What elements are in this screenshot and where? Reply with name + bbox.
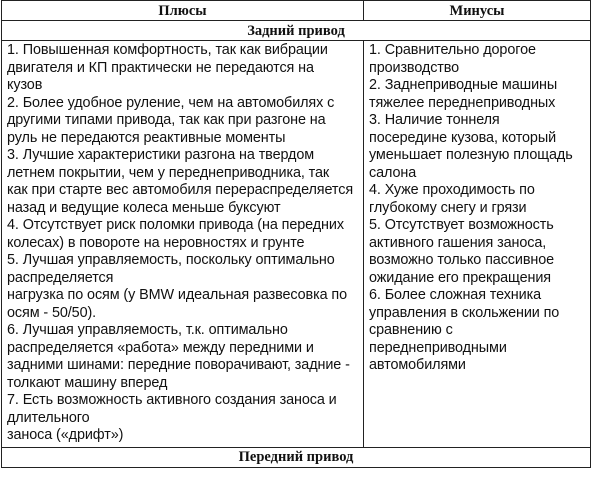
text-line: летнем покрытии, чем у переднеприводника, так — [7, 164, 330, 181]
cons-list — [369, 42, 586, 375]
text-line: длительного — [7, 409, 90, 426]
text-line: автомобилями — [369, 357, 466, 373]
text-line: ожидание его прекращения — [369, 269, 551, 286]
text-line: 1. Повышенная комфортность, так как вибрации — [7, 42, 328, 58]
text-line: 6. Более сложная техника — [369, 287, 542, 303]
section-row-front — [2, 447, 591, 467]
text-line: 4. Отсутствует риск поломки привода (на передних — [7, 217, 344, 233]
pros-list — [7, 42, 359, 445]
text-line: управления в скольжении по — [369, 304, 560, 321]
text-line: распределяется «работа» между передними и — [7, 339, 314, 356]
text-line: нагрузка по осям (у BMW идеальная развесовка по — [7, 287, 348, 303]
text-line: 2. Более удобное руление, чем на автомобилях с — [7, 94, 335, 111]
text-line: назад и ведущие колеса меньше буксуют — [7, 199, 281, 216]
header-row — [2, 1, 591, 21]
text-line: переднеприводными — [369, 339, 507, 356]
cons-cell — [364, 41, 591, 448]
section-title-rear: Задний привод — [2, 21, 591, 41]
text-line: сравнению с — [369, 322, 453, 338]
comparison-table — [1, 0, 591, 468]
text-line: 1. Сравнительно дорогое — [369, 42, 536, 58]
text-line: салона — [369, 164, 417, 181]
header-cons: Минусы — [364, 1, 591, 21]
text-line: распределяется — [7, 269, 114, 286]
text-line: 5. Отсутствует возможность — [369, 217, 554, 233]
text-line: осям - 50/50). — [7, 304, 97, 321]
pros-cell — [2, 41, 364, 448]
text-line: 3. Наличие тоннеля — [369, 112, 500, 128]
text-line: 4. Хуже проходимость по — [369, 182, 535, 198]
text-line: глубокому снегу и грязи — [369, 199, 527, 216]
text-line: возможно только пассивное — [369, 252, 555, 268]
text-line: толкают машину вперед — [7, 374, 168, 391]
text-line: посередине кузова, который — [369, 129, 557, 146]
section-row-rear — [2, 21, 591, 41]
text-line: заноса («дрифт») — [7, 427, 124, 443]
text-line: уменьшает полезную площадь — [369, 147, 573, 163]
section-title-front: Передний привод — [2, 447, 591, 467]
text-line: 5. Лучшая управляемость, поскольку оптимально — [7, 252, 335, 268]
text-line: активного гашения заноса, — [369, 234, 547, 251]
header-pros: Плюсы — [2, 1, 364, 21]
text-line: 7. Есть возможность активного создания заноса и — [7, 392, 337, 408]
text-line: как при старте вес автомобиля перераспределяется — [7, 182, 354, 198]
text-line: 6. Лучшая управляемость, т.к. оптимально — [7, 322, 288, 338]
text-line: колесах) в повороте на неровностях и грунте — [7, 234, 305, 251]
text-line: руль не передаются реактивные моменты — [7, 129, 286, 146]
text-line: кузов — [7, 77, 43, 93]
text-line: 2. Заднеприводные машины — [369, 77, 558, 93]
content-row — [2, 41, 591, 448]
text-line: двигателя и КП практически не передаются на — [7, 59, 314, 76]
text-line: тяжелее переднеприводных — [369, 94, 556, 111]
text-line: другими типами привода, так как при разгоне на — [7, 112, 326, 128]
text-line: задними шинами: передние поворачивают, задние - — [7, 357, 350, 373]
text-line: производство — [369, 59, 460, 76]
text-line: 3. Лучшие характеристики разгона на твердом — [7, 147, 315, 163]
